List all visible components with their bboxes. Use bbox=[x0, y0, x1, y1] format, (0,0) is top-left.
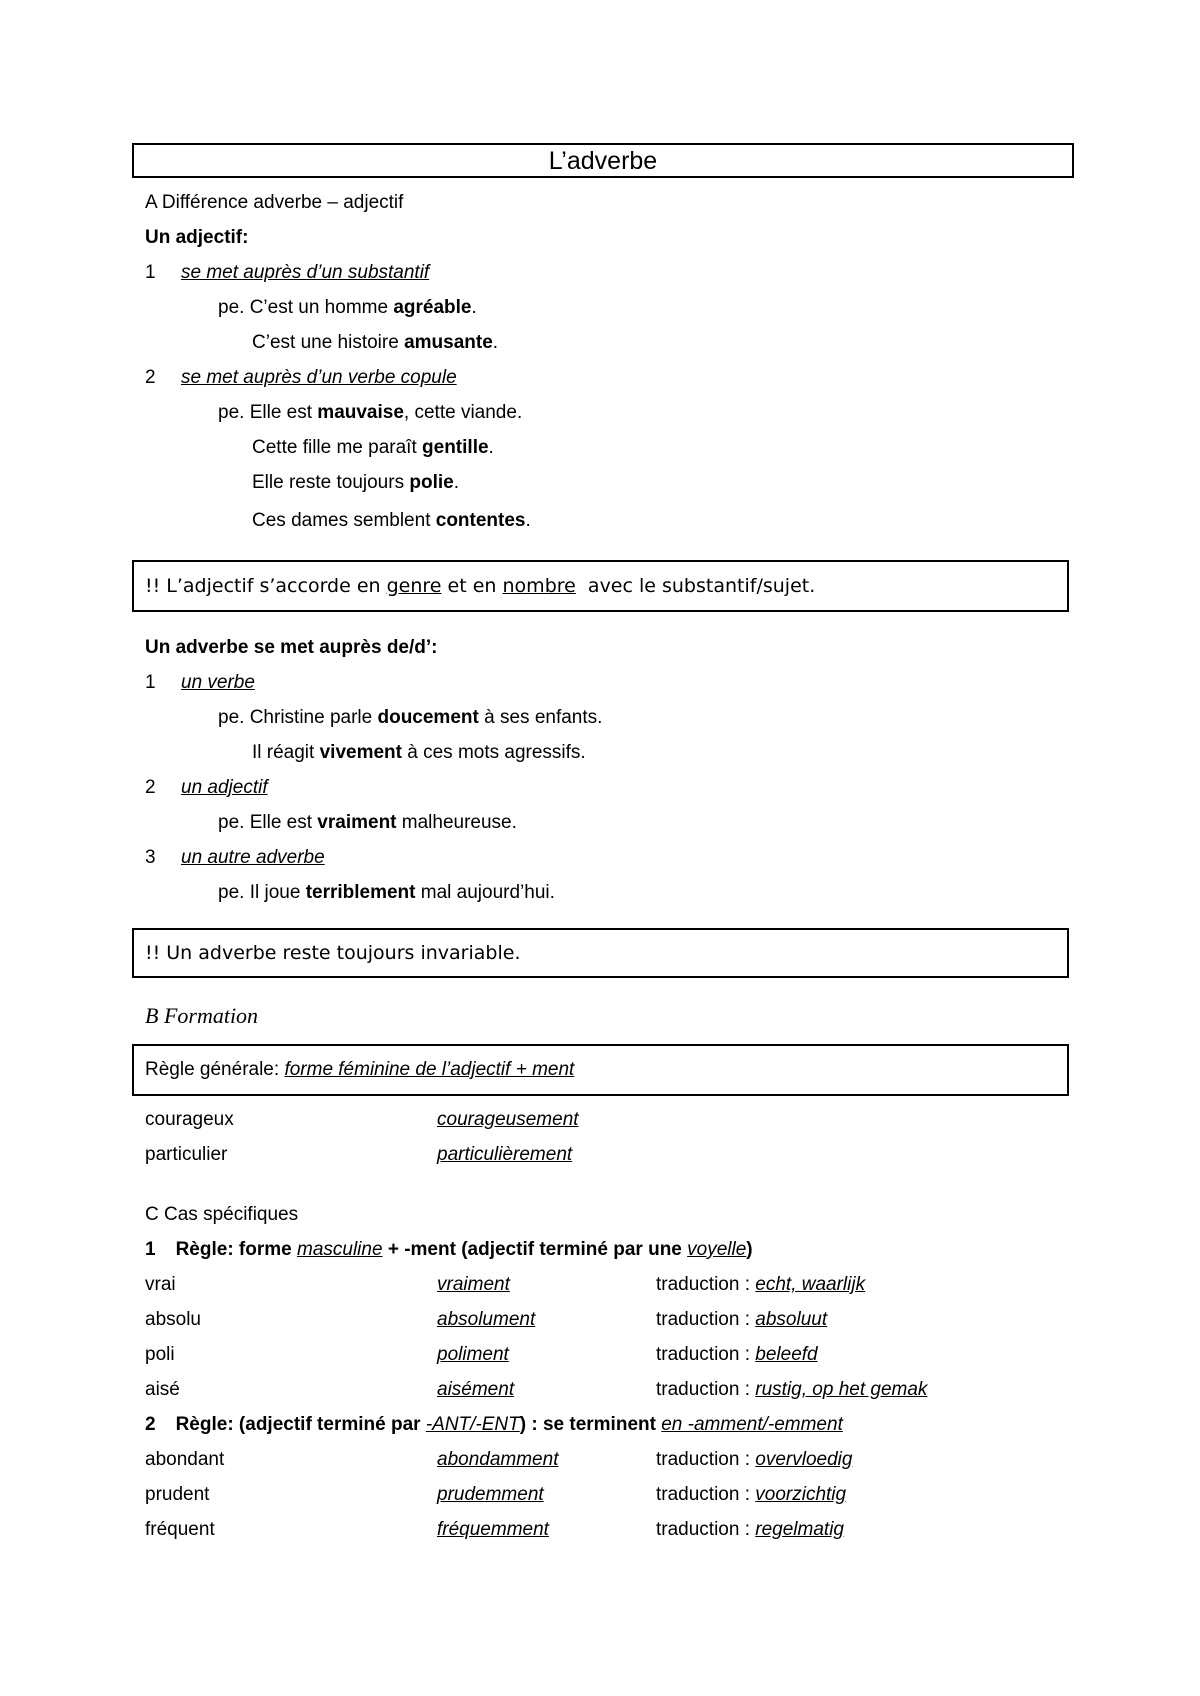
example-text: Elle reste toujours bbox=[252, 472, 410, 493]
pe-label: pe. bbox=[218, 812, 245, 833]
case2-translation-2 bbox=[656, 1484, 846, 1506]
general-rule-box bbox=[132, 1044, 1069, 1096]
example-text: , cette viande. bbox=[403, 402, 523, 423]
adj-item-2-num: 2 bbox=[145, 367, 156, 388]
note-text: !! L’adjectif s’accorde en bbox=[145, 575, 387, 597]
case1-adv-4: aisément bbox=[437, 1379, 515, 1400]
rule-2 bbox=[145, 1414, 843, 1436]
example-text: Elle est bbox=[249, 812, 318, 833]
example-text: . bbox=[492, 332, 499, 353]
example-text: C’est une histoire bbox=[252, 332, 405, 353]
case2-adv-1: abondamment bbox=[437, 1449, 559, 1470]
example-keyword: mauvaise bbox=[317, 402, 404, 423]
case1-adv-3: poliment bbox=[437, 1344, 509, 1365]
example-text: Il réagit bbox=[252, 742, 320, 763]
example-keyword: gentille bbox=[422, 437, 489, 458]
adj-example-2 bbox=[252, 332, 498, 354]
rule-underlined: voyelle bbox=[687, 1239, 747, 1260]
case2-adv-2: prudemment bbox=[437, 1484, 544, 1505]
case1-adj-2: absolu bbox=[145, 1309, 201, 1330]
example-text: . bbox=[453, 472, 459, 493]
translation-label: traduction : bbox=[656, 1344, 756, 1365]
translation-text: overvloedig bbox=[755, 1449, 853, 1470]
example-text: Il joue bbox=[249, 882, 306, 903]
example-text: Ces dames semblent bbox=[252, 510, 436, 531]
invariable-note-box bbox=[132, 928, 1069, 978]
adv-item-1-text: un verbe bbox=[181, 672, 255, 693]
example-keyword: contentes bbox=[435, 510, 526, 531]
case1-translation-4 bbox=[656, 1379, 927, 1401]
pe-label: pe. bbox=[218, 402, 245, 423]
example-text: Cette fille me paraît bbox=[252, 437, 423, 458]
rule-underlined: masculine bbox=[297, 1239, 383, 1260]
adj-item-1-num: 1 bbox=[145, 262, 156, 283]
invariable-note: !! Un adverbe reste toujours invariable. bbox=[145, 942, 521, 964]
section-c-heading: C Cas spécifiques bbox=[145, 1204, 299, 1225]
translation-label: traduction : bbox=[656, 1449, 756, 1470]
translation-label: traduction : bbox=[656, 1519, 756, 1540]
adv-example-3 bbox=[218, 812, 517, 834]
case1-adv-2: absolument bbox=[437, 1309, 536, 1330]
agreement-note bbox=[145, 575, 815, 597]
case1-translation-1 bbox=[656, 1274, 865, 1296]
example-keyword: vraiment bbox=[317, 812, 397, 833]
adverb-heading bbox=[145, 637, 438, 659]
example-text: mal aujourd’hui. bbox=[415, 882, 555, 903]
translation-text: voorzichtig bbox=[755, 1484, 847, 1505]
section-a-heading: A Différence adverbe – adjectif bbox=[145, 192, 404, 213]
page-title: L’adverbe bbox=[548, 147, 658, 175]
case2-translation-1 bbox=[656, 1449, 852, 1471]
example-text: . bbox=[488, 437, 494, 458]
adv-example-2 bbox=[252, 742, 586, 764]
rule-text: + -ment (adjectif terminé par une bbox=[382, 1239, 688, 1260]
translation-text: rustig, op het gemak bbox=[755, 1379, 928, 1400]
case2-adj-1: abondant bbox=[145, 1449, 225, 1470]
example-text: Elle est bbox=[249, 402, 318, 423]
adv-item-3-num: 3 bbox=[145, 847, 156, 868]
example-text: . bbox=[525, 510, 531, 531]
rule-number: 1 bbox=[145, 1239, 156, 1260]
adj-item-1-text: se met auprès d’un substantif bbox=[181, 262, 430, 283]
rule-text: ) bbox=[746, 1239, 753, 1260]
adv-example-4 bbox=[218, 882, 555, 904]
example-keyword: doucement bbox=[377, 707, 479, 728]
case2-adj-3: fréquent bbox=[145, 1519, 215, 1540]
agreement-note-box bbox=[132, 560, 1069, 612]
adjective-heading-text: Un adjectif: bbox=[145, 227, 249, 248]
adj-example-1 bbox=[218, 297, 477, 319]
note-underlined: genre bbox=[386, 575, 442, 597]
rule-text: Règle: (adjectif terminé par bbox=[175, 1414, 426, 1435]
adj-example-5 bbox=[252, 472, 459, 494]
note-text: avec le substantif/sujet. bbox=[575, 575, 816, 597]
rule-text: forme féminine de l’adjectif + ment bbox=[284, 1059, 575, 1080]
adv-item-2-text: un adjectif bbox=[181, 777, 268, 798]
general-rule bbox=[145, 1059, 574, 1081]
case2-adj-2: prudent bbox=[145, 1484, 210, 1505]
example-keyword: vivement bbox=[319, 742, 402, 763]
rule-label: Règle générale: bbox=[145, 1059, 285, 1080]
translation-label: traduction : bbox=[656, 1274, 756, 1295]
rule-underlined: -ANT/-ENT bbox=[425, 1414, 520, 1435]
example-text: à ces mots agressifs. bbox=[401, 742, 586, 763]
translation-text: absoluut bbox=[755, 1309, 828, 1330]
note-underlined: nombre bbox=[502, 575, 576, 597]
translation-text: regelmatig bbox=[755, 1519, 844, 1540]
pe-label: pe. bbox=[218, 707, 245, 728]
case2-translation-3 bbox=[656, 1519, 844, 1541]
example-text: à ses enfants. bbox=[478, 707, 603, 728]
case1-adv-1: vraiment bbox=[437, 1274, 510, 1295]
rule-underlined: en -amment/-emment bbox=[661, 1414, 843, 1435]
formation-adv-1: courageusement bbox=[437, 1109, 579, 1130]
pe-label: pe. bbox=[218, 882, 245, 903]
example-keyword: amusante bbox=[404, 332, 493, 353]
example-text: malheureuse. bbox=[396, 812, 517, 833]
section-b-heading: B Formation bbox=[145, 1003, 259, 1028]
case1-adj-1: vrai bbox=[145, 1274, 176, 1295]
adj-item-2-text: se met auprès d’un verbe copule bbox=[181, 367, 457, 388]
adv-item-1-num: 1 bbox=[145, 672, 156, 693]
adj-example-3 bbox=[218, 402, 522, 424]
example-text: Christine parle bbox=[249, 707, 378, 728]
rule-text: Règle: forme bbox=[175, 1239, 297, 1260]
adv-item-3-text: un autre adverbe bbox=[181, 847, 325, 868]
example-keyword: agréable bbox=[393, 297, 472, 318]
adv-example-1 bbox=[218, 707, 602, 729]
adj-example-4 bbox=[252, 437, 494, 459]
translation-label: traduction : bbox=[656, 1484, 756, 1505]
rule-1 bbox=[145, 1239, 753, 1261]
case2-adv-3: fréquemment bbox=[437, 1519, 549, 1540]
translation-label: traduction : bbox=[656, 1309, 756, 1330]
pe-label: pe. bbox=[218, 297, 245, 318]
case1-translation-2 bbox=[656, 1309, 827, 1331]
rule-text: ) : se terminent bbox=[519, 1414, 662, 1435]
adj-example-6 bbox=[252, 510, 531, 532]
note-text: et en bbox=[441, 575, 503, 597]
title-box bbox=[132, 143, 1074, 178]
formation-adv-2: particulièrement bbox=[437, 1144, 573, 1165]
case1-adj-4: aisé bbox=[145, 1379, 180, 1400]
example-text: C’est un homme bbox=[249, 297, 394, 318]
adjective-heading bbox=[145, 227, 248, 249]
example-keyword: polie bbox=[409, 472, 454, 493]
translation-text: echt, waarlijk bbox=[755, 1274, 866, 1295]
rule-number: 2 bbox=[145, 1414, 156, 1435]
example-text: . bbox=[471, 297, 477, 318]
case1-translation-3 bbox=[656, 1344, 818, 1366]
translation-text: beleefd bbox=[755, 1344, 818, 1365]
adv-item-2-num: 2 bbox=[145, 777, 156, 798]
case1-adj-3: poli bbox=[145, 1344, 175, 1365]
formation-adj-2: particulier bbox=[145, 1144, 228, 1165]
adverb-heading-text: Un adverbe se met auprès de/d’: bbox=[145, 637, 438, 658]
translation-label: traduction : bbox=[656, 1379, 756, 1400]
example-keyword: terriblement bbox=[305, 882, 416, 903]
formation-adj-1: courageux bbox=[145, 1109, 234, 1130]
